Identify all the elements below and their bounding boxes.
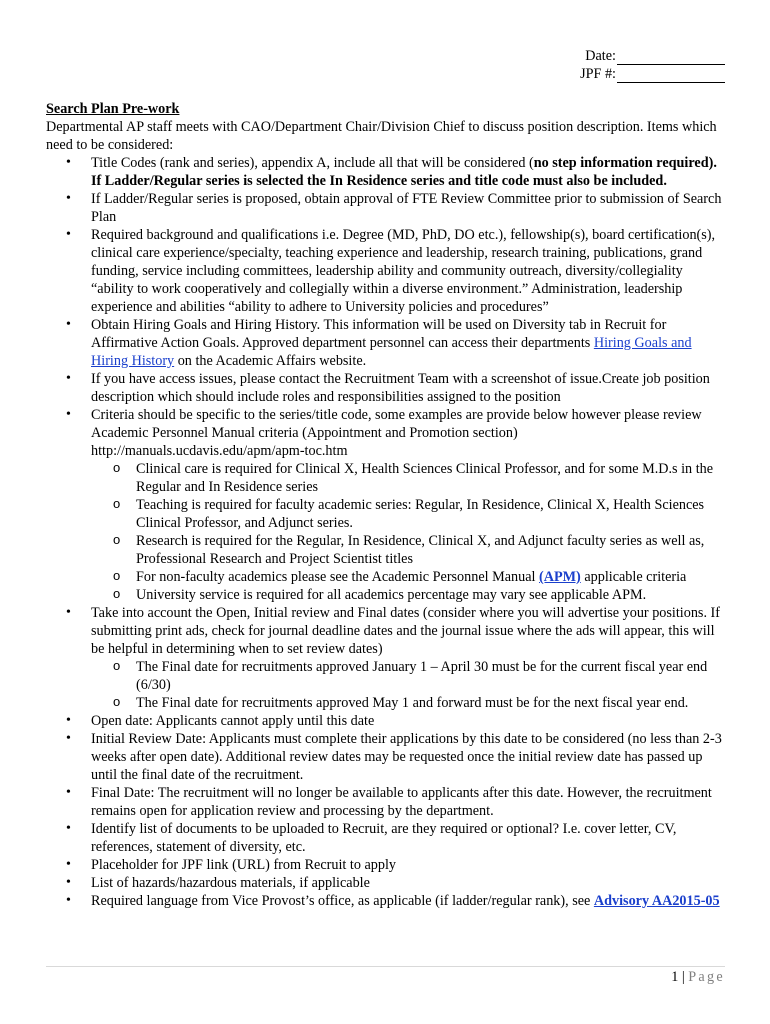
jpf-field[interactable] [580,65,725,83]
date-blank[interactable] [617,51,725,65]
list-item: • Initial Review Date: Applicants must complete their applications by this date to be considered (no less than 2-3 weeks after open date). Additional review dates may be requested once the initial review date has passed up until the final date of the recruitment. [46,730,726,784]
document-body [46,100,726,910]
title-codes-bold: no step information required). If Ladder/Regular series is selected the In Residence series and title code must also be included. [91,155,717,189]
list-item [46,892,726,910]
sub-list-item: o Teaching is required for faculty academic series: Regular, In Residence, Clinical X, Health Sciences Clinical Professor, and Adjunct series. [91,496,726,532]
list-item: • Open date: Applicants cannot apply until this date [46,712,726,730]
hiring-text: Obtain Hiring Goals and Hiring History. This information will be used on Diversity tab in Recruit for Affirmative Action Goals. Approved department personnel can access their departments [91,317,667,351]
page-separator: | [681,969,685,985]
criteria-text: Criteria should be specific to the series/title code, some examples are provide below however please review Academic Personnel Manual criteria (Appointment and Promotion section) http://manuals.ucdavis.edu/apm/apm-toc.htm [91,407,702,459]
title-codes-text: Title Codes (rank and series), appendix A, include all that will be considered ( [91,155,534,171]
sub-list-item [91,568,726,586]
list-item: • If you have access issues, please contact the Recruitment Team with a screenshot of issue.Create job position description which should include roles and responsibilities assigned to the position [46,370,726,406]
dates-sublist [91,658,726,712]
hiring-goals-link[interactable]: Hiring Goals and Hiring History [91,335,692,369]
header-fields [580,47,725,83]
hiring-after: on the Academic Affairs website. [174,353,367,369]
footer-divider [46,966,725,967]
list-item: • Required background and qualifications i.e. Degree (MD, PhD, DO etc.), fellowship(s), board certification(s), clinical care experience/specialty, teaching experience and leadership, research training, publications, grand funding, service including committees, leadership ability and community outreach, diversity/collegiality “ability to work cooperatively and collegially within a diverse environment.” Administration, leadership experience and abilities “ability to adhere to University policies and procedures” [46,226,726,316]
jpf-blank[interactable] [617,69,725,83]
jpf-label: JPF #: [580,66,616,82]
sub-list-item: o The Final date for recruitments approved May 1 and forward must be for the next fiscal year end. [91,694,726,712]
list-item [46,316,726,370]
list-item [46,154,726,190]
checklist [46,154,726,910]
list-item: • List of hazards/hazardous materials, if applicable [46,874,726,892]
dates-text: Take into account the Open, Initial review and Final dates (consider where you will advertise your positions. If submitting print ads, check for journal deadline dates and the journal issue where the ads will appear, this will be helpful in determining when to set review dates) [91,605,720,657]
nonfaculty-post: applicable criteria [580,569,687,585]
page-number: 1 [671,969,679,985]
list-item: • Identify list of documents to be uploaded to Recruit, are they required or optional? I.e. cover letter, CV, references, statement of diversity, etc. [46,820,726,856]
page-word: Page [688,969,725,985]
sub-list-item: o Research is required for the Regular, In Residence, Clinical X, and Adjunct faculty series as well as, Professional Research and Project Scientist titles [91,532,726,568]
advisory-link[interactable]: Advisory AA2015-05 [593,893,720,909]
nonfaculty-text: For non-faculty academics please see the Academic Personnel Manual [136,569,540,585]
sub-list-item: o The Final date for recruitments approved January 1 – April 30 must be for the current fiscal year end (6/30) [91,658,726,694]
section-title: Search Plan Pre-work [46,101,180,117]
apm-link[interactable]: (APM) [539,569,581,585]
intro-paragraph: Departmental AP staff meets with CAO/Department Chair/Division Chief to discuss position description. Items which need to be considered: [46,119,717,153]
list-item [46,604,726,712]
list-item: • Final Date: The recruitment will no longer be available to applicants after this date. However, the recruitment remains open for application review and processing by the department. [46,784,726,820]
date-label: Date: [585,48,616,64]
list-item [46,406,726,604]
language-text: Required language from Vice Provost’s office, as applicable (if ladder/regular rank), see [91,893,594,909]
list-item: • If Ladder/Regular series is proposed, obtain approval of FTE Review Committee prior to submission of Search Plan [46,190,726,226]
sub-list-item: o Clinical care is required for Clinical X, Health Sciences Clinical Professor, and for some M.D.s in the Regular and In Residence series [91,460,726,496]
page-footer [671,969,725,986]
sub-list-item: o University service is required for all academics percentage may vary see applicable APM. [91,586,726,604]
list-item: • Placeholder for JPF link (URL) from Recruit to apply [46,856,726,874]
criteria-sublist [91,460,726,604]
date-field[interactable] [580,47,725,65]
